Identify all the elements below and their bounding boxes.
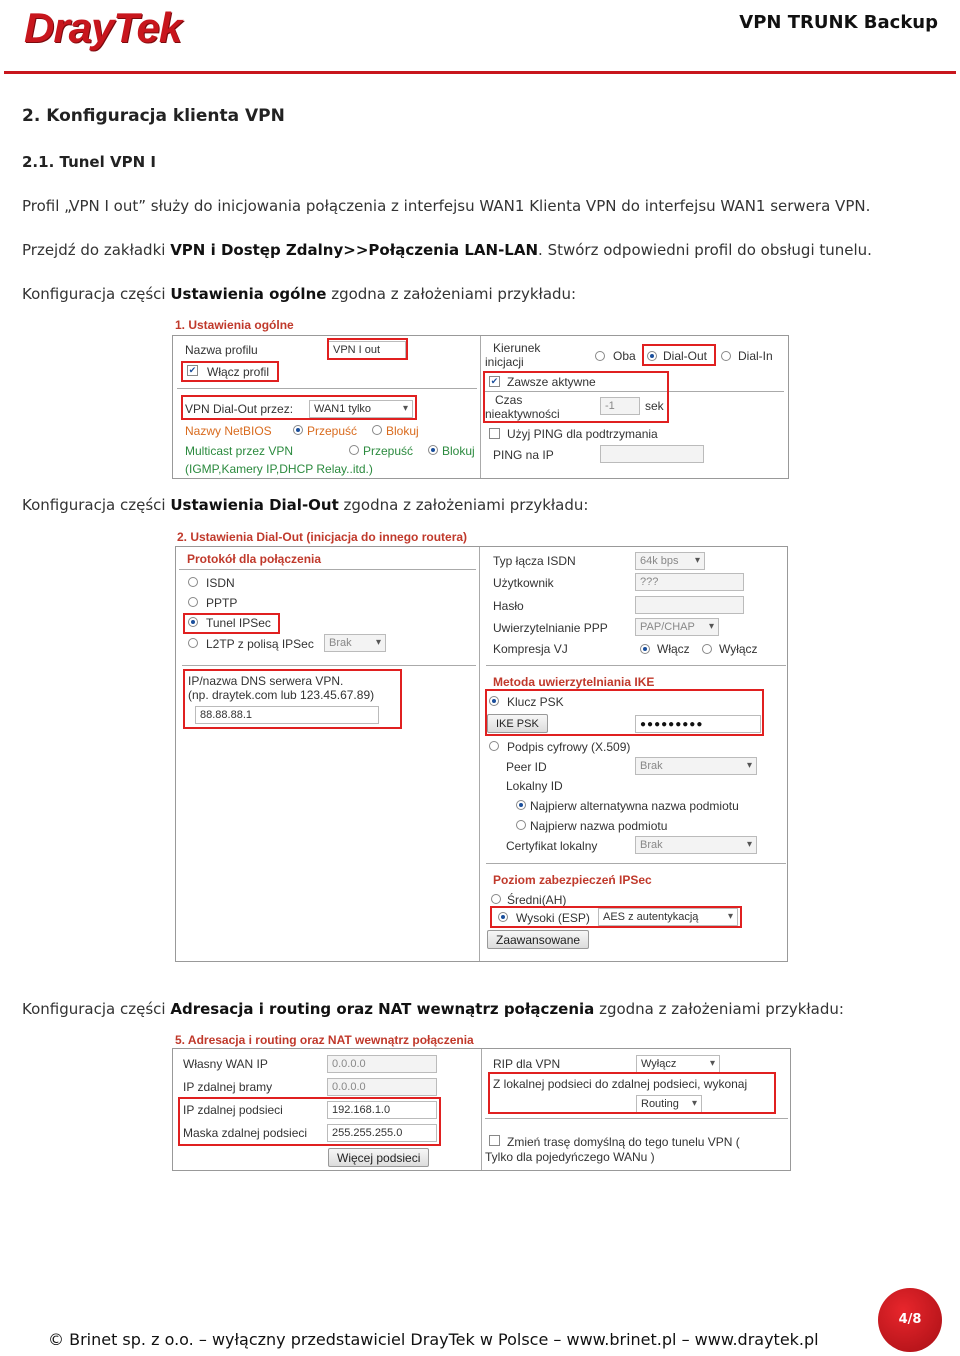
- paragraph-profile: Profil „VPN I out” służy do inicjowania połączenia z interfejsu WAN1 Klienta VPN do interfejsu WAN1 serwera VPN.: [22, 197, 871, 215]
- ppp-auth-select[interactable]: PAP/CHAP ▾: [635, 618, 719, 636]
- header-divider: [4, 71, 956, 74]
- proto-ipsec-label: Tunel IPSec: [206, 616, 271, 630]
- ping-ip-input[interactable]: [600, 445, 704, 463]
- isdn-type-label: Typ łącza ISDN: [493, 554, 576, 568]
- wan-ip-input[interactable]: 0.0.0.0: [327, 1055, 437, 1073]
- username-input[interactable]: ???: [635, 573, 744, 591]
- netbios-pass-label: Przepuść: [307, 424, 358, 438]
- shot2-title: 2. Ustawienia Dial-Out (inicjacja do innego routera): [177, 530, 468, 544]
- username-label: Użytkownik: [493, 576, 554, 590]
- multicast-block-label: Blokuj: [442, 444, 475, 458]
- remote-network-input[interactable]: 192.168.1.0: [327, 1101, 437, 1119]
- multicast-pass-radio[interactable]: [349, 445, 359, 455]
- dialout-settings-panel: [175, 546, 788, 962]
- cert-label: Podpis cyfrowy (X.509): [507, 740, 631, 754]
- advanced-button[interactable]: Zaawansowane: [487, 930, 589, 949]
- multicast-label: Multicast przez VPN: [185, 444, 294, 458]
- local-cert-select[interactable]: Brak ▾: [635, 836, 757, 854]
- vpn-server-input[interactable]: 88.88.88.1: [195, 706, 379, 724]
- shot1-title: 1. Ustawienia ogólne: [175, 318, 294, 332]
- highlight-direction-dialout: [642, 344, 716, 366]
- default-route-label-1: Zmień trasę domyślną do tego tunelu VPN (: [507, 1135, 740, 1149]
- highlight-psk: [485, 689, 764, 736]
- direction-label-2: inicjacji: [485, 355, 524, 369]
- netbios-block-label: Blokuj: [386, 424, 419, 438]
- remote-mask-label: Maska zdalnej podsieci: [183, 1126, 308, 1140]
- vj-on-radio[interactable]: [640, 644, 650, 654]
- local-subject-radio[interactable]: [516, 820, 526, 830]
- remote-mask-input[interactable]: 255.255.255.0: [327, 1124, 437, 1142]
- cert-radio[interactable]: [489, 741, 499, 751]
- proto-pptp-radio[interactable]: [188, 597, 198, 607]
- sec-ah-radio[interactable]: [491, 894, 501, 904]
- proto-pptp-label: PPTP: [206, 596, 238, 610]
- dialout-via-select[interactable]: WAN1 tylko ▾: [309, 400, 413, 418]
- paragraph-routing: Konfiguracja części Adresacja i routing oraz NAT wewnątrz połączenia zgodna z założeniami przykładu:: [22, 1000, 844, 1018]
- proto-isdn-label: ISDN: [206, 576, 235, 590]
- sec-esp-label: Wysoki (ESP): [516, 911, 590, 925]
- document-title: VPN TRUNK Backup: [739, 12, 938, 33]
- sec-esp-select[interactable]: AES z autentykacją ▾: [598, 908, 738, 926]
- ike-psk-button[interactable]: IKE PSK: [487, 714, 548, 733]
- direction-dialin-label: Dial-In: [738, 349, 773, 363]
- server-label-1: IP/nazwa DNS serwera VPN.: [188, 674, 344, 688]
- ping-keepalive-label: Użyj PING dla podtrzymania: [507, 427, 658, 441]
- route-mode-label: Z lokalnej podsieci do zdalnej podsieci, wykonaj: [493, 1077, 748, 1091]
- sec-ah-label: Średni(AH): [507, 893, 567, 907]
- default-route-label-2: Tylko dla pojedyńczego WANu ): [485, 1150, 655, 1164]
- enable-profile-label: Włącz profil: [207, 365, 270, 379]
- routing-panel: [172, 1048, 791, 1171]
- shot3-title: 5. Adresacja i routing oraz NAT wewnątrz połączenia: [175, 1033, 474, 1047]
- always-on-checkbox[interactable]: ✔: [490, 376, 499, 386]
- paragraph-general: Konfiguracja części Ustawienia ogólne zgodna z założeniami przykładu:: [22, 285, 577, 303]
- idle-unit-label: sek: [645, 399, 664, 413]
- ping-ip-label: PING na IP: [493, 448, 554, 462]
- direction-both-radio[interactable]: [595, 351, 605, 361]
- multicast-block-radio[interactable]: [428, 445, 438, 455]
- dialout-via-label: VPN Dial-Out przez:: [185, 402, 294, 416]
- proto-l2tp-radio[interactable]: [188, 638, 198, 648]
- profile-name-input[interactable]: VPN I out: [328, 341, 406, 359]
- direction-dialin-radio[interactable]: [721, 351, 731, 361]
- wan-ip-label: Własny WAN IP: [183, 1057, 268, 1071]
- psk-value-input[interactable]: ●●●●●●●●●: [635, 715, 761, 733]
- remote-gateway-input[interactable]: 0.0.0.0: [327, 1078, 437, 1096]
- subsection-heading: 2.1. Tunel VPN I: [22, 153, 156, 171]
- default-route-checkbox[interactable]: [489, 1135, 500, 1146]
- remote-gateway-label: IP zdalnej bramy: [183, 1080, 273, 1094]
- multicast-pass-label: Przepuść: [363, 444, 414, 458]
- idle-timeout-input[interactable]: -1: [600, 397, 640, 415]
- highlight-remote-subnet: [178, 1097, 441, 1146]
- local-cert-label: Certyfikat lokalny: [506, 839, 598, 853]
- l2tp-policy-select[interactable]: Brak ▾: [324, 634, 386, 652]
- peer-id-label: Peer ID: [506, 760, 547, 774]
- peer-id-select[interactable]: Brak ▾: [635, 757, 757, 775]
- general-settings-panel: [172, 335, 789, 479]
- draytek-logo: DrayTek: [24, 4, 182, 51]
- local-alt-radio[interactable]: [516, 800, 526, 810]
- highlight-always-on: [483, 371, 669, 423]
- ike-auth-title: Metoda uwierzytelniania IKE: [493, 675, 655, 689]
- idle-label-2: nieaktywności: [485, 407, 560, 421]
- remote-network-label: IP zdalnej podsieci: [183, 1103, 283, 1117]
- netbios-block-radio[interactable]: [372, 425, 382, 435]
- netbios-label: Nazwy NetBIOS: [185, 424, 272, 438]
- password-input[interactable]: [635, 596, 744, 614]
- vj-compression-label: Kompresja VJ: [493, 642, 568, 656]
- local-subject-label: Najpierw nazwa podmiotu: [530, 819, 668, 833]
- highlight-enable-profile: [181, 361, 279, 382]
- ipsec-level-title: Poziom zabezpieczeń IPSec: [493, 873, 652, 887]
- highlight-profile-name: [327, 338, 408, 360]
- protocol-section-label: Protokół dla połączenia: [187, 552, 322, 566]
- idle-label-1: Czas: [495, 393, 523, 407]
- section-heading: 2. Konfiguracja klienta VPN: [22, 106, 285, 126]
- ppp-auth-label: Uwierzytelnianie PPP: [493, 621, 608, 635]
- highlight-vpn-server: [183, 669, 402, 729]
- always-on-label: Zawsze aktywne: [507, 375, 596, 389]
- highlight-ipsec-tunnel: [183, 613, 280, 634]
- paragraph-goto: Przejdź do zakładki VPN i Dostęp Zdalny>>Połączenia LAN-LAN. Stwórz odpowiedni profil do obsługi tunelu.: [22, 241, 872, 259]
- highlight-routing: [488, 1072, 776, 1114]
- multicast-sublabel: (IGMP,Kamery IP,DHCP Relay..itd.): [185, 462, 373, 476]
- paragraph-dialout: Konfiguracja części Ustawienia Dial-Out zgodna z założeniami przykładu:: [22, 496, 589, 514]
- netbios-pass-radio[interactable]: [293, 425, 303, 435]
- rip-select[interactable]: Wyłącz ▾: [636, 1055, 720, 1073]
- direction-both-label: Oba: [613, 349, 636, 363]
- direction-dialout-label: Dial-Out: [663, 349, 708, 363]
- server-label-2: (np. draytek.com lub 123.45.67.89): [188, 688, 375, 702]
- footer-text: © Brinet sp. z o.o. – wyłączny przedstawiciel DrayTek w Polsce – www.brinet.pl – www.draytek.pl: [48, 1330, 819, 1349]
- direction-label-1: Kierunek: [493, 341, 541, 355]
- more-subnets-button[interactable]: Więcej podsieci: [328, 1148, 429, 1167]
- proto-l2tp-label: L2TP z polisą IPSec: [206, 637, 314, 651]
- rip-label: RIP dla VPN: [493, 1057, 561, 1071]
- page-number-badge: 4/8: [878, 1288, 942, 1352]
- local-id-label: Lokalny ID: [506, 779, 563, 793]
- isdn-type-select[interactable]: 64k bps ▾: [635, 552, 705, 570]
- profile-name-label: Nazwa profilu: [185, 343, 258, 357]
- password-label: Hasło: [493, 599, 524, 613]
- enable-profile-checkbox[interactable]: ✔: [188, 365, 197, 375]
- vj-off-radio[interactable]: [702, 644, 712, 654]
- local-alt-label: Najpierw alternatywna nazwa podmiotu: [530, 799, 739, 813]
- psk-label: Klucz PSK: [507, 695, 564, 709]
- proto-isdn-radio[interactable]: [188, 577, 198, 587]
- vj-off-label: Wyłącz: [719, 642, 758, 656]
- route-mode-select[interactable]: Routing ▾: [636, 1095, 702, 1113]
- highlight-esp: [490, 906, 742, 928]
- ping-keepalive-checkbox[interactable]: [489, 428, 500, 439]
- highlight-dialout-via: [181, 395, 417, 420]
- vj-on-label: Włącz: [657, 642, 690, 656]
